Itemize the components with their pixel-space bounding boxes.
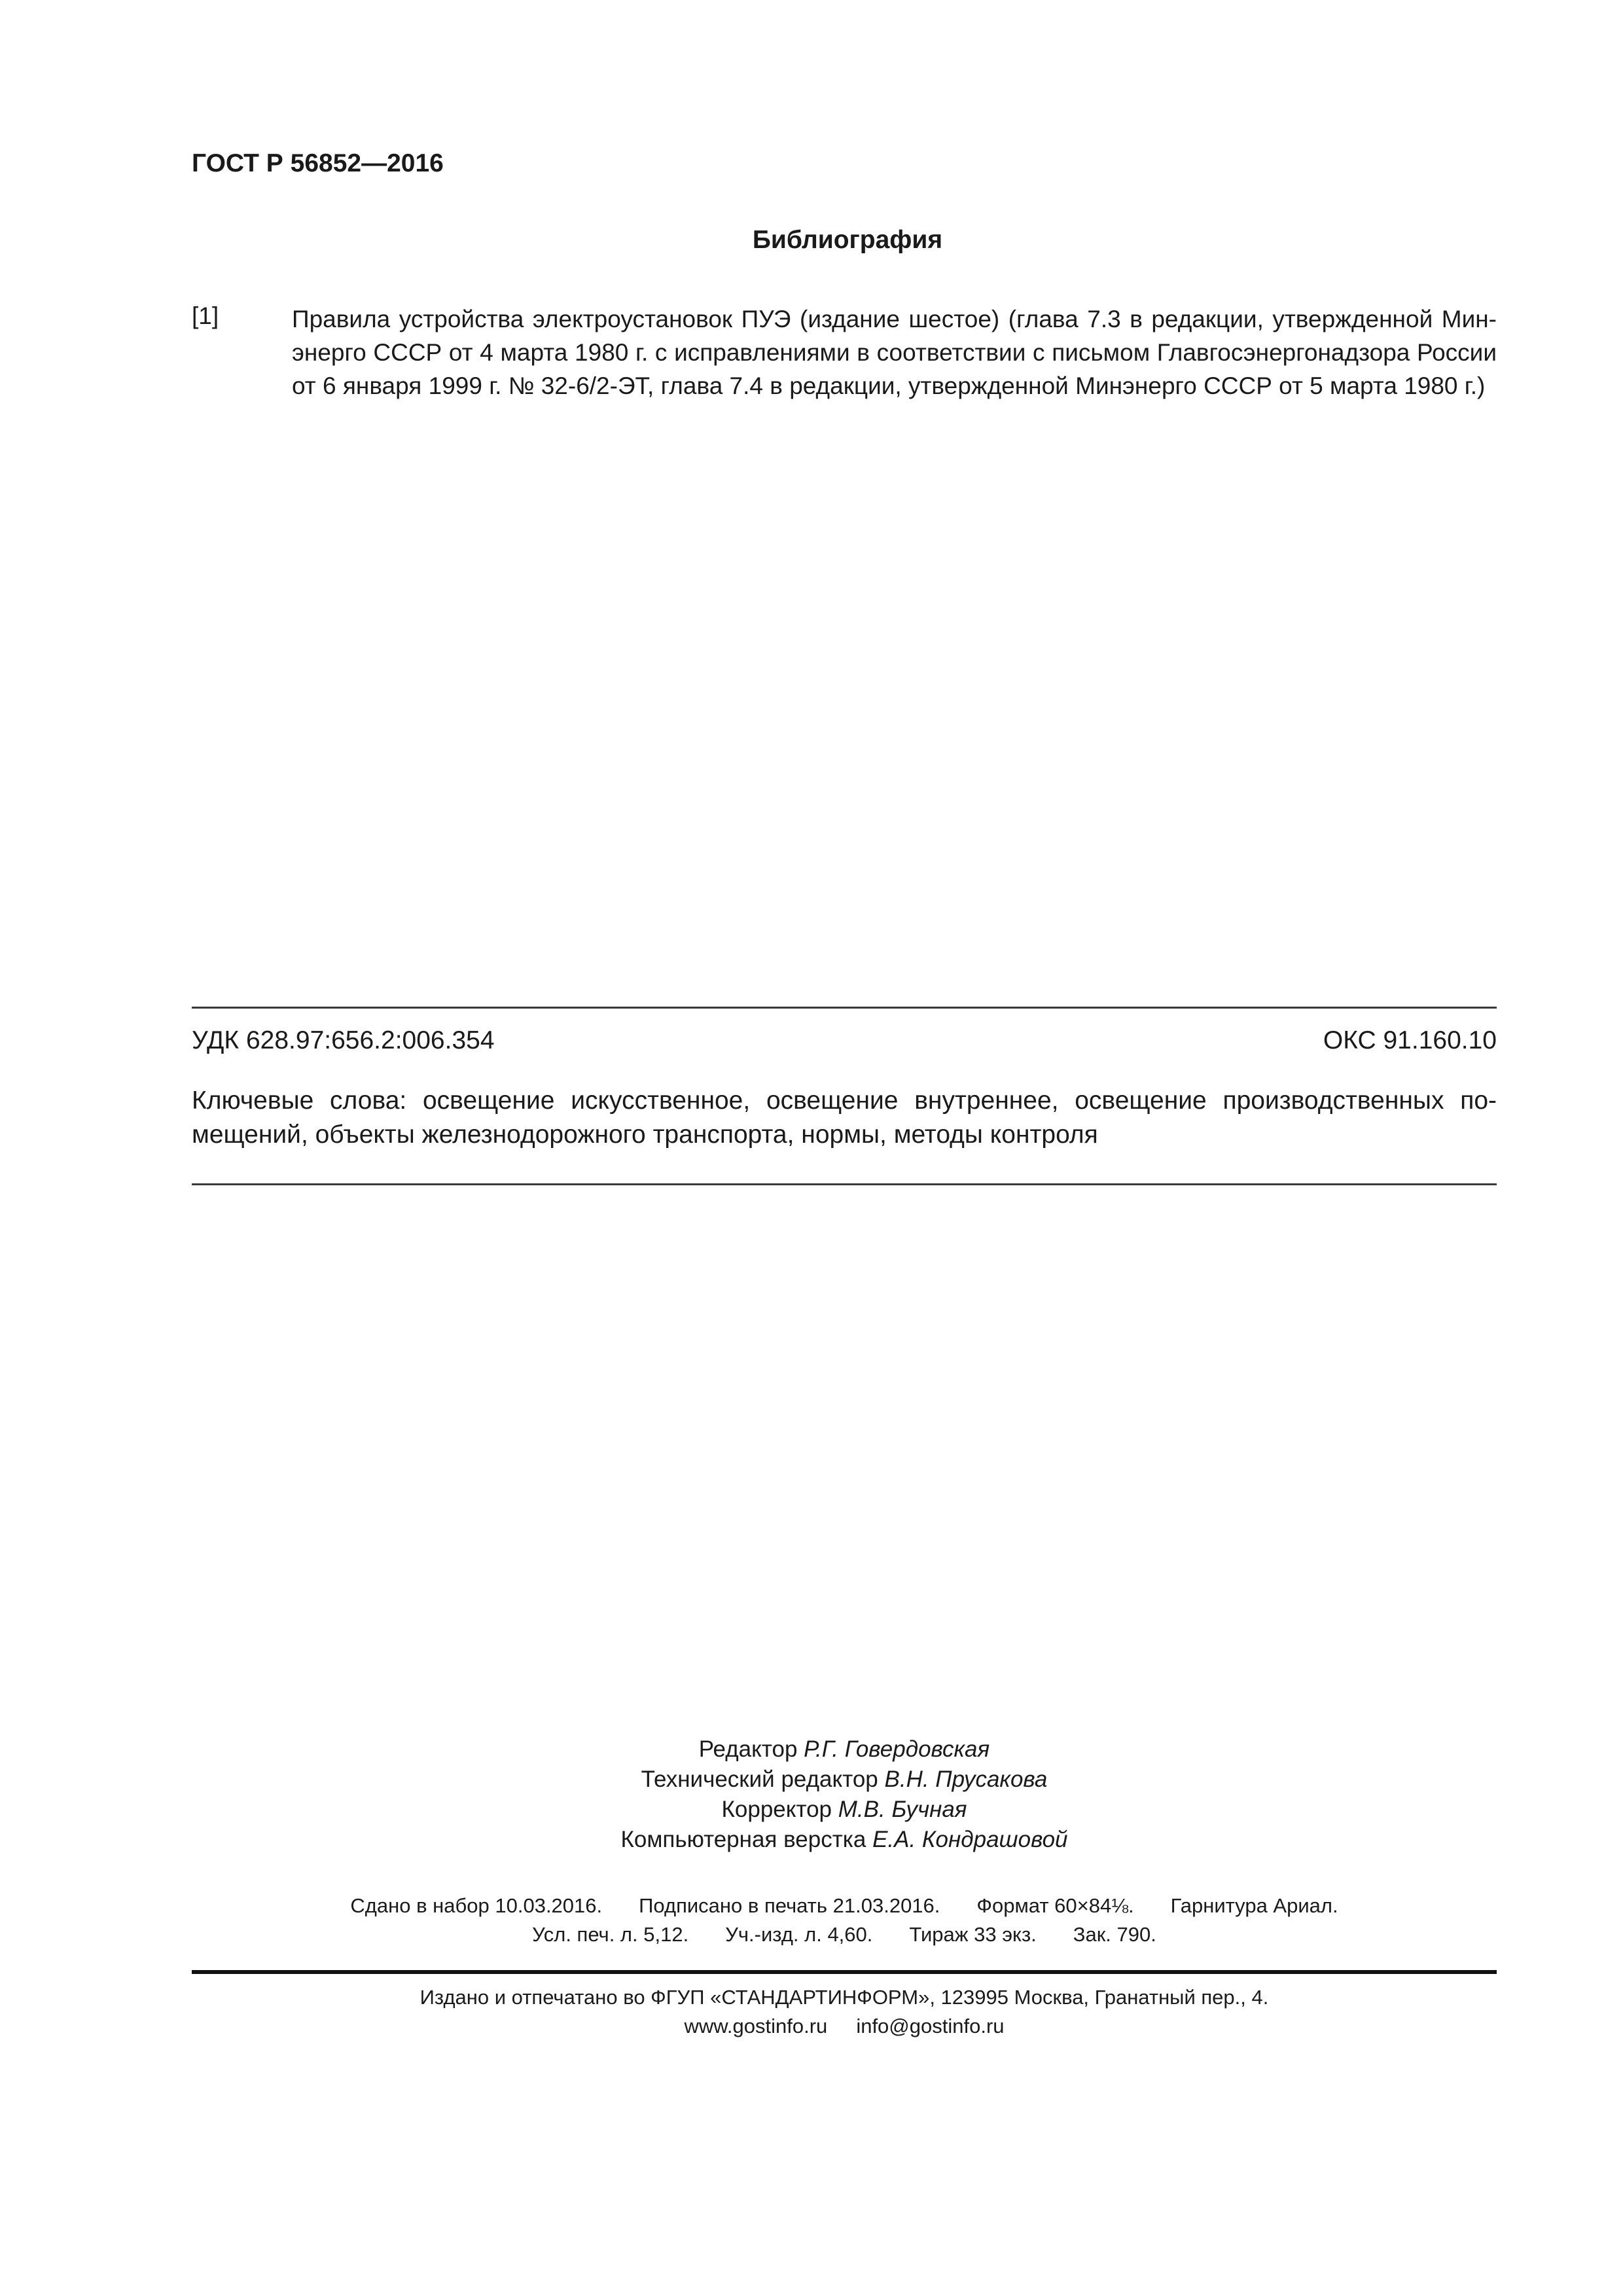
credit-role: Редактор (698, 1736, 798, 1762)
keywords-line: Ключевые слова: освещение искусственное, освещение внутреннее, освещение производственных по- (192, 1086, 1497, 1115)
imprint-format: Формат 60×84⅛. (976, 1894, 1134, 1917)
imprint-signed: Подписано в печать 21.03.2016. (639, 1894, 940, 1917)
udk-code: УДК 628.97:656.2:006.354 (192, 1026, 495, 1054)
credit-proofreader (65, 1795, 1623, 1825)
imprint-line-2 (65, 1920, 1623, 1949)
credit-name: Р.Г. Говердовская (804, 1736, 990, 1762)
imprint-order: Зак. 790. (1073, 1923, 1156, 1946)
credits-block (0, 1734, 1623, 1855)
credit-name: М.В. Бучная (838, 1797, 967, 1822)
credit-name: В.Н. Прусакова (884, 1767, 1048, 1792)
reference-line: от 6 января 1999 г. № 32-6/2-ЭТ, глава 7.4 в редакции, утвержденной Минэнерго СССР от 5 марта 1980 г.) (292, 372, 1486, 399)
credit-role: Корректор (721, 1797, 832, 1822)
standard-code: ГОСТ Р 56852—2016 (192, 149, 444, 177)
oks-code: ОКС 91.160.10 (1323, 1026, 1497, 1054)
credit-role: Технический редактор (641, 1767, 878, 1792)
imprint-block (0, 1892, 1623, 1949)
imprint-line-1 (65, 1892, 1623, 1920)
reference-number: [1] (192, 302, 219, 329)
publisher-website[interactable]: www.gostinfo.ru (684, 2015, 828, 2037)
imprint-pub-sheets: Уч.-изд. л. 4,60. (725, 1923, 873, 1946)
reference-line: энерго СССР от 4 марта 1980 г. с исправлениями в соответствии с письмом Главгосэнергонадзора России (292, 339, 1497, 366)
imprint-typeface: Гарнитура Ариал. (1170, 1894, 1338, 1917)
credit-name: Е.А. Кондрашовой (872, 1827, 1068, 1852)
credit-layout (65, 1825, 1623, 1855)
publisher-line: Издано и отпечатано во ФГУП «СТАНДАРТИНФОРМ», 123995 Москва, Гранатный пер., 4. (419, 1986, 1269, 2009)
divider-bottom (192, 1183, 1497, 1185)
keywords (192, 1084, 1497, 1152)
keywords-line: мещений, объекты железнодорожного транспорта, нормы, методы контроля (192, 1121, 1098, 1149)
credit-role: Компьютерная верстка (620, 1827, 866, 1852)
publisher-block (0, 1983, 1623, 2041)
imprint-circulation: Тираж 33 экз. (909, 1923, 1037, 1946)
reference-line: Правила устройства электроустановок ПУЭ (издание шестое) (глава 7.3 в редакции, утвержденной Мин- (292, 306, 1497, 332)
credit-editor (65, 1734, 1623, 1765)
publisher-email[interactable]: info@gostinfo.ru (856, 2015, 1005, 2037)
publisher-contacts (65, 2012, 1623, 2041)
reference-text (292, 302, 1497, 403)
imprint-submitted: Сдано в набор 10.03.2016. (350, 1894, 603, 1917)
divider-publisher (192, 1970, 1497, 1974)
bibliography-title: Библиография (752, 226, 943, 254)
credit-tech-editor (65, 1765, 1623, 1795)
divider-top (192, 1007, 1497, 1009)
imprint-print-sheets: Усл. печ. л. 5,12. (532, 1923, 689, 1946)
